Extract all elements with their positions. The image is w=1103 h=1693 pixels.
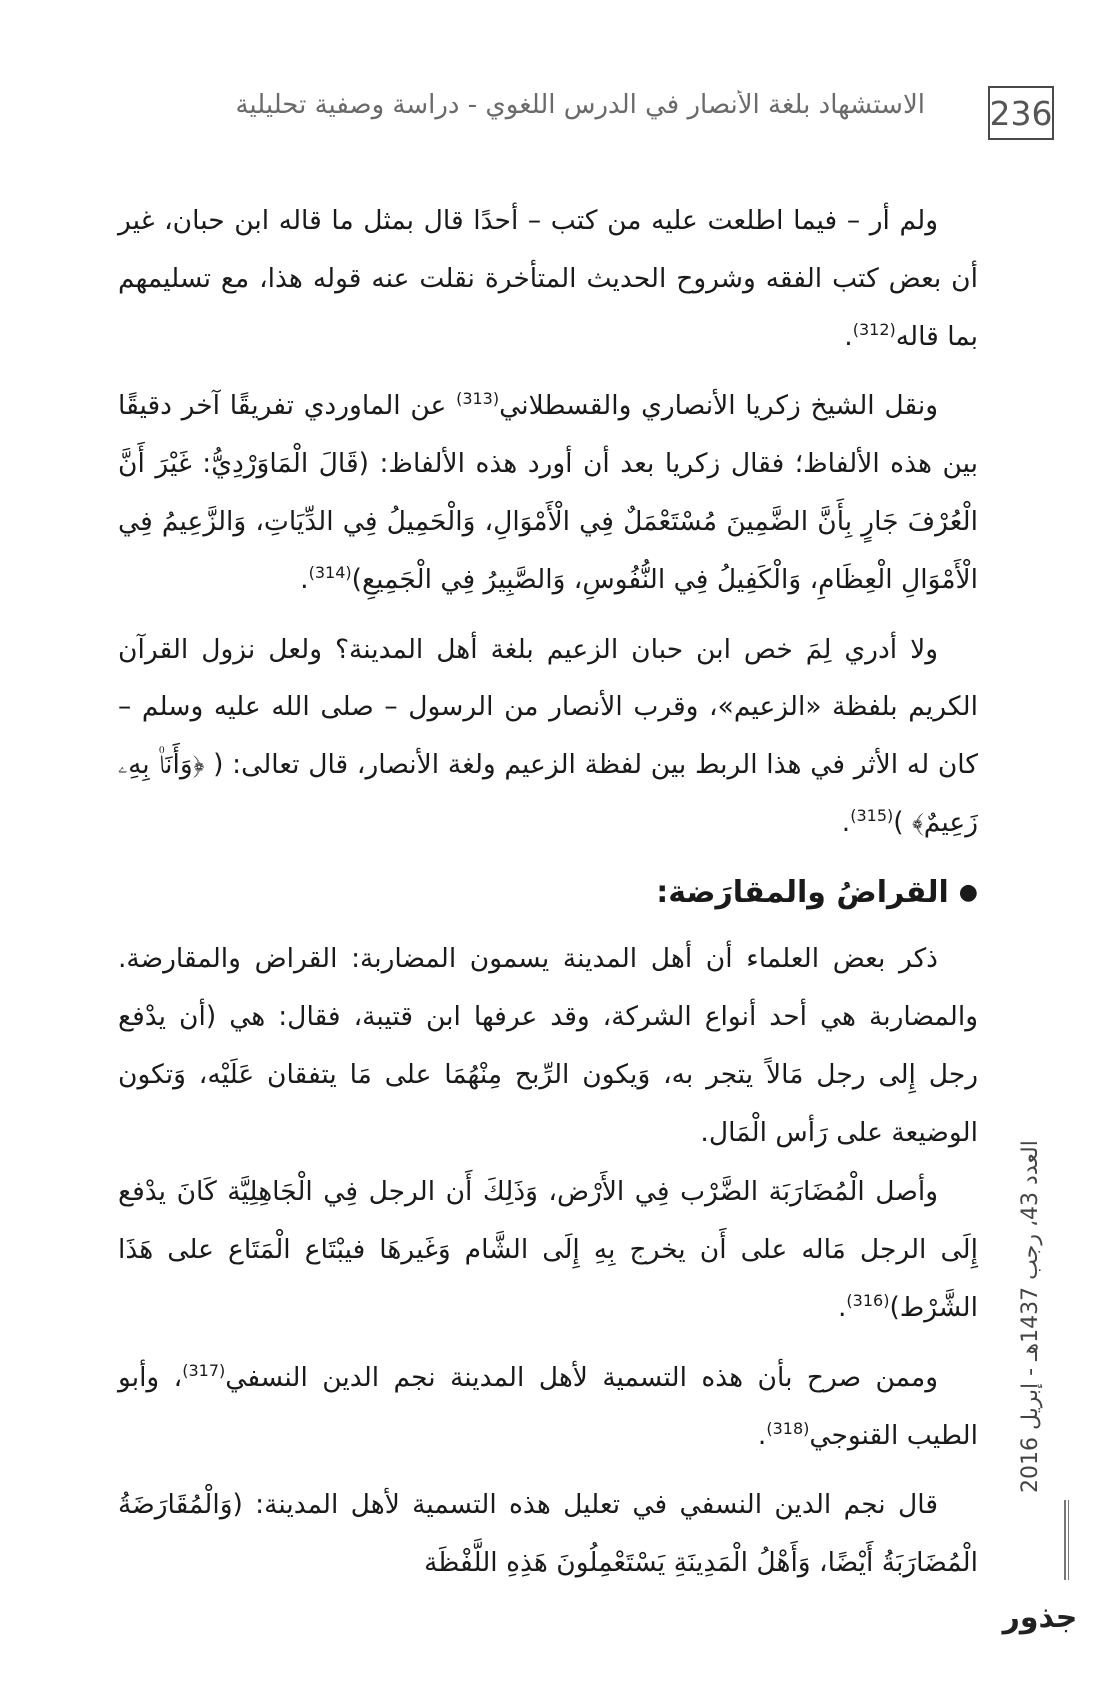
- bullet-icon: ●: [958, 880, 978, 906]
- section-heading: ●القراضُ والمقارَضة:: [118, 864, 978, 922]
- body-text: [118, 192, 978, 1604]
- page-number: 236: [988, 86, 1054, 140]
- section-paragraph-1: ذكر بعض العلماء أن أهل المدينة يسمون المضاربة: القراض والمقارضة. والمضاربة هي أحد أنواع الشركة، وقد عرفها ابن قتيبة، فقال: هي (أن يدْفع رجل إِلى رجل مَالاً يتجر به، وَيكون الرِّبح مِنْهُمَا على مَا يتفقان عَلَيْه، وَتكون الوضيعة على رَأس الْمَال.: [118, 943, 978, 1148]
- footnote-ref: (313): [456, 389, 500, 409]
- side-margin: [1000, 1140, 1080, 1570]
- section-paragraph-2: وأصل الْمُضَارَبَة الضَّرْب فِي الأَرْض، وَذَلِكَ أَن الرجل فِي الْجَاهِلِيَّة كَانَ يدْفع إِلَى الرجل مَاله على أَن يخرج بِهِ إِلَى الشَّام وَغَيرهَا فيبْتَاع الْمَتَاع على هَذَا الشَّرْط)$^{(316)}$.: [118, 1176, 978, 1323]
- footnote-ref: (318): [766, 1418, 810, 1438]
- paragraph-1: ولم أر – فيما اطلعت عليه من كتب – أحدًا قال بمثل ما قاله ابن حبان، غير أن بعض كتب الفقه وشروح الحديث المتأخرة نقلت عنه قوله هذا، مع تسليمهم بما قاله$^{(312)}$.: [118, 205, 978, 352]
- section-paragraph-3: وممن صرح بأن هذه التسمية لأهل المدينة نجم الدين النسفي$^{(317)}$، وأبو الطيب القنوجي$^{(318)}$.: [118, 1360, 978, 1451]
- issue-info: العدد 43، رجب 1437هـ - إبريل 2016: [1018, 1140, 1043, 1493]
- margin-rule: [1064, 1500, 1066, 1580]
- footnote-ref: (315): [850, 806, 894, 826]
- footnote-ref: (316): [846, 1291, 890, 1311]
- section-paragraph-4: قال نجم الدين النسفي في تعليل هذه التسمية لأهل المدينة: (وَالْمُقَارَضَةُ الْمُضَارَبَةُ أَيْضًا، وَأَهْلُ الْمَدِينَةِ يَسْتَعْمِلُونَ هَذِهِ اللَّفْظَة: [118, 1489, 978, 1579]
- margin-rule: [1068, 1500, 1069, 1580]
- footnote-ref: (312): [852, 319, 896, 339]
- paragraph-3: ولا أدري لِمَ خص ابن حبان الزعيم بلغة أهل المدينة؟ ولعل نزول القرآن الكريم بلفظة «الزعيم»، وقرب الأنصار من الرسول – صلى الله عليه وسلم – كان له الأثر في هذا الربط بين لفظة الزعيم ولغة الأنصار، قال تعالى: ( ﴿وَأَنَا۠ بِهِۦ زَعِيمٌ﴾ )$^{(315)}$.: [118, 633, 978, 838]
- footnote-ref: (314): [308, 562, 352, 582]
- footnote-ref: (317): [182, 1360, 226, 1380]
- paragraph-2: ونقل الشيخ زكريا الأنصاري والقسطلاني$^{(313)}$ عن الماوردي تفريقًا آخر دقيقًا بين هذه الألفاظ؛ فقال زكريا بعد أن أورد هذه الألفاظ: (قَالَ الْمَاوَرْدِيُّ: غَيْرَ أَنَّ الْعُرْفَ جَارٍ بِأَنَّ الضَّمِينَ مُسْتَعْمَلٌ فِي الْأَمْوَالِ، وَالْحَمِيلُ فِي الدِّيَاتِ، وَالزَّعِيمُ فِي الْأَمْوَالِ الْعِظَامِ، وَالْكَفِيلُ فِي النُّفُوسِ، وَالصَّبِيرُ فِي الْجَمِيعِ)$^{(314)}$.: [118, 389, 978, 595]
- running-header-title: الاستشهاد بلغة الأنصار في الدرس اللغوي - دراسة وصفية تحليلية: [235, 90, 925, 120]
- journal-logo: جذور: [1002, 1600, 1078, 1635]
